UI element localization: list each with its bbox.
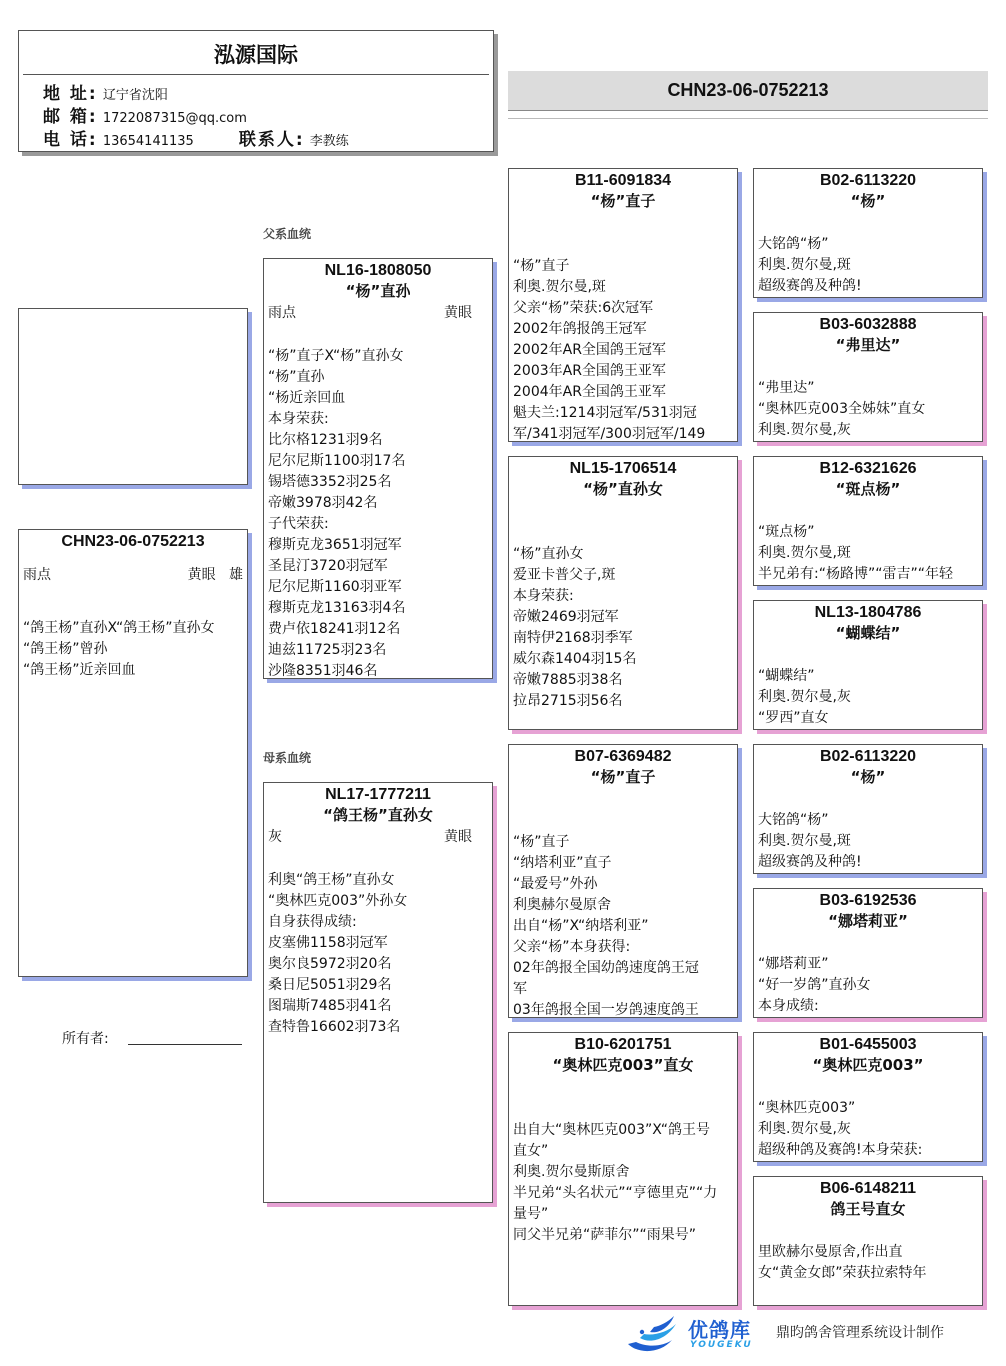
gen4-card xyxy=(753,168,983,298)
gen3-line: 威尔森1404羽15名 xyxy=(513,651,637,667)
grandsire-maternal-card xyxy=(508,744,738,1018)
sire-color: 雨点 xyxy=(268,305,296,321)
banner-underline xyxy=(508,118,988,119)
sire-line: 子代荣获: xyxy=(268,516,329,532)
gen4-line: 女“黄金女郎”荣获拉索特年 xyxy=(758,1265,927,1281)
paternal-label: 父系血统 xyxy=(263,227,312,241)
dam-line: 桑日尼5051羽29名 xyxy=(268,977,392,993)
gen3-line: 父亲“杨”荣获:6次冠军 xyxy=(513,300,654,316)
gen4-ring: B06-6148211 xyxy=(819,1180,917,1197)
subject-sex: 雄 xyxy=(229,567,243,583)
phone-label: 电 话: xyxy=(43,130,98,150)
gen3-notes xyxy=(509,1120,737,1246)
subject-line: “鸽王杨”近亲回血 xyxy=(23,662,136,678)
gen4-line: 半兄弟有:“杨路博”“雷吉”“年轻 xyxy=(758,566,953,582)
gen4-name: “杨” xyxy=(850,768,886,786)
gen4-name: “奥林匹克003” xyxy=(812,1056,924,1074)
sire-line: 尼尔尼斯1100羽17名 xyxy=(268,453,406,469)
gen3-line: 出自“杨”X“纳塔利亚” xyxy=(513,918,649,934)
gen3-line: “杨”直子 xyxy=(513,258,570,274)
gen3-line: “纳塔利亚”直子 xyxy=(513,855,612,871)
sire-eye: 黄眼 xyxy=(444,305,472,321)
subject-color: 雨点 xyxy=(23,567,51,583)
sire-line: 穆斯克龙3651羽冠军 xyxy=(268,537,402,553)
sire-name: “杨”直孙 xyxy=(345,282,411,300)
gen3-line: 02年鸽报全国幼鸽速度鸽王冠 xyxy=(513,960,699,976)
gen4-line: 大铭鸽“杨” xyxy=(758,812,829,828)
gen3-line: 父亲“杨”本身获得: xyxy=(513,939,631,955)
sire-line: 沙隆8351羽46名 xyxy=(268,663,378,679)
gen3-line: 帝嫩2469羽冠军 xyxy=(513,609,619,625)
gen3-line: 本身荣获: xyxy=(513,588,574,604)
gen4-name: “蝴蝶结” xyxy=(835,624,901,642)
gen4-card xyxy=(753,1032,983,1162)
gen4-line: “娜塔莉亚” xyxy=(758,956,829,972)
logo-text-en: YOUGEKU xyxy=(690,1340,753,1350)
gen4-line: 利奥.贺尔曼,斑 xyxy=(758,833,851,849)
address-value: 辽宁省沈阳 xyxy=(102,88,168,103)
gen4-line: 超级赛鸽及种鸽! xyxy=(758,278,862,294)
gen4-name: “斑点杨” xyxy=(835,480,901,498)
gen4-line: “蝴蝶结” xyxy=(758,668,815,684)
dam-line: 皮塞佛1158羽冠军 xyxy=(268,935,388,951)
gen4-name: “弗里达” xyxy=(835,336,901,354)
gen3-ring: B07-6369482 xyxy=(574,748,672,765)
dam-line: 图瑞斯7485羽41名 xyxy=(268,998,392,1014)
subject-line: “鸽王杨”直孙X“鸽王杨”直孙女 xyxy=(23,620,215,636)
owner-label: 所有者: xyxy=(62,1031,109,1047)
sire-line: 比尔格1231羽9名 xyxy=(268,432,383,448)
gen4-line: 利奥.贺尔曼,灰 xyxy=(758,689,851,705)
gen3-line: 量号” xyxy=(513,1206,549,1222)
gen3-line: 军/341羽冠军/300羽冠军/149 xyxy=(513,426,706,442)
gen3-ring: B11-6091834 xyxy=(574,172,672,189)
gen4-card xyxy=(753,600,983,730)
gen4-card xyxy=(753,744,983,874)
sire-line: 本身荣获: xyxy=(268,411,329,427)
gen3-line: “杨”直子 xyxy=(513,834,570,850)
dam-color: 灰 xyxy=(268,829,282,845)
gen3-name: “杨”直子 xyxy=(590,768,656,786)
gen3-name: “奥林匹克003”直女 xyxy=(552,1056,694,1074)
gen3-line: 2002年鸽报鸽王冠军 xyxy=(513,321,647,337)
header-divider xyxy=(23,74,489,75)
gen4-line: “罗西”直女 xyxy=(758,710,829,726)
gen3-ring: NL15-1706514 xyxy=(569,460,677,477)
owner-line xyxy=(62,1028,109,1048)
sire-line: “杨”直孙 xyxy=(268,369,325,385)
gen3-line: 帝嫩7885羽38名 xyxy=(513,672,623,688)
gen3-line: 2002年AR全国鸽王冠军 xyxy=(513,342,666,358)
gen4-ring: B03-6032888 xyxy=(819,316,917,333)
dam-ring: NL17-1777211 xyxy=(325,786,431,803)
subject-card xyxy=(18,529,248,977)
grandsire-paternal-card xyxy=(508,168,738,442)
gen3-line: 利奥.贺尔曼,斑 xyxy=(513,279,606,295)
sire-notes xyxy=(264,346,492,679)
gen4-card xyxy=(753,456,983,586)
gen3-name: “杨”直孙女 xyxy=(583,480,663,498)
gen3-ring: B10-6201751 xyxy=(574,1036,672,1053)
gen4-ring: B03-6192536 xyxy=(819,892,917,909)
subject-notes xyxy=(19,618,247,681)
gen3-name: “杨”直子 xyxy=(590,192,656,210)
gen4-ring: B12-6321626 xyxy=(819,460,917,477)
contact-value: 李教练 xyxy=(309,134,349,149)
gen4-ring: B01-6455003 xyxy=(819,1036,917,1053)
sire-line: 锡塔德3352羽25名 xyxy=(268,474,392,490)
gen4-line: “好一岁鸽”直孙女 xyxy=(758,977,871,993)
gen4-name: “杨” xyxy=(850,192,886,210)
sire-line: 费卢依18241羽12名 xyxy=(268,621,401,637)
gen3-line: 拉昂2715羽56名 xyxy=(513,693,623,709)
gen3-line: 出自大“奥林匹克003”X“鸽王号 xyxy=(513,1122,710,1138)
dam-eye: 黄眼 xyxy=(444,829,472,845)
gen3-line: 爱亚卡普父子,斑 xyxy=(513,567,616,583)
logo-text-cn: 优鸽库 xyxy=(688,1318,751,1342)
gen4-card xyxy=(753,888,983,1018)
footer xyxy=(620,1312,990,1358)
gen4-line: 里欧赫尔曼原舍,作出直 xyxy=(758,1244,903,1260)
gen4-name: “娜塔莉亚” xyxy=(828,912,908,930)
gen4-line: 本身成绩: xyxy=(758,998,819,1014)
gen4-line: 利奥.贺尔曼,斑 xyxy=(758,257,851,273)
sire-line: 尼尔尼斯1160羽亚军 xyxy=(268,579,402,595)
gen3-line: 半兄弟“头名状元”“亨德里克”“力 xyxy=(513,1185,718,1201)
sire-line: 迪兹11725羽23名 xyxy=(268,642,387,658)
dam-line: 利奥“鸽王杨”直孙女 xyxy=(268,872,395,888)
gen3-notes xyxy=(509,256,737,442)
gen4-name: 鸽王号直女 xyxy=(830,1200,906,1218)
gen4-line: 大铭鸽“杨” xyxy=(758,236,829,252)
loft-info-card xyxy=(18,30,494,152)
dam-line: 自身获得成绩: xyxy=(268,914,357,930)
subject-eye: 黄眼 xyxy=(187,567,216,583)
gen4-line: 超级种鸽及赛鸽!本身荣获: xyxy=(758,1142,923,1158)
sire-line: 圣昆汀3720羽冠军 xyxy=(268,558,388,574)
pigeon-photo-frame xyxy=(18,308,248,485)
subject-line: “鸽王杨”曾孙 xyxy=(23,641,108,657)
gen3-line: 魁夫兰:1214羽冠军/531羽冠 xyxy=(513,405,697,421)
owner-blank xyxy=(128,1044,242,1045)
gen3-notes xyxy=(509,832,737,1018)
dam-card xyxy=(263,782,493,1203)
loft-title: 泓源国际 xyxy=(214,43,298,67)
gen3-line: “杨”直孙女 xyxy=(513,546,584,562)
gen4-line: “斑点杨” xyxy=(758,524,815,540)
gen4-line: 利奥.贺尔曼,灰 xyxy=(758,1121,851,1137)
contact-label: 联系人: xyxy=(238,130,305,150)
gen3-line: 2003年AR全国鸽王亚军 xyxy=(513,363,666,379)
gen3-notes xyxy=(509,544,737,712)
gen4-line: “奥林匹克003全姊妹”直女 xyxy=(758,401,926,417)
gen4-line: “奥林匹克003” xyxy=(758,1100,856,1116)
gen4-line: 利奥.贺尔曼,灰 xyxy=(758,422,851,438)
ring-banner xyxy=(508,71,988,111)
yougeku-logo-icon xyxy=(620,1314,684,1356)
gen4-ring: NL13-1804786 xyxy=(814,604,922,621)
gen4-ring: B02-6113220 xyxy=(819,172,917,189)
gen3-line: 03年鸽报全国一岁鸽速度鸽王 xyxy=(513,1002,699,1018)
gen3-line: 利奥赫尔曼原舍 xyxy=(513,897,611,913)
gen3-line: 2004年AR全国鸽王亚军 xyxy=(513,384,666,400)
maternal-label: 母系血统 xyxy=(263,751,312,765)
gen3-line: 军 xyxy=(513,981,527,997)
sire-line: “杨近亲回血 xyxy=(268,390,346,406)
granddam-paternal-card xyxy=(508,456,738,730)
gen4-line: 利奥.贺尔曼,斑 xyxy=(758,545,851,561)
gen4-card xyxy=(753,1176,983,1306)
dam-name: “鸽王杨”直孙女 xyxy=(323,806,433,824)
sire-ring: NL16-1808050 xyxy=(324,262,432,279)
dam-notes xyxy=(264,870,492,1038)
gen3-line: “最爱号”外孙 xyxy=(513,876,598,892)
dam-line: 查特鲁16602羽73名 xyxy=(268,1019,401,1035)
gen4-ring: B02-6113220 xyxy=(819,748,917,765)
dam-line: “奥林匹克003”外孙女 xyxy=(268,893,408,909)
email-value: 1722087315@qq.com xyxy=(102,111,247,126)
sire-line: “杨”直子X“杨”直孙女 xyxy=(268,348,404,364)
sire-card xyxy=(263,258,493,679)
system-credit: 鼎昀鸽舍管理系统设计制作 xyxy=(776,1325,944,1341)
gen4-card xyxy=(753,312,983,442)
gen4-line: “弗里达” xyxy=(758,380,815,396)
dam-line: 奥尔良5972羽20名 xyxy=(268,956,392,972)
main-ring-number: CHN23-06-0752213 xyxy=(667,80,829,100)
gen3-line: 南特伊2168羽季军 xyxy=(513,630,633,646)
sire-line: 穆斯克龙13163羽4名 xyxy=(268,600,406,616)
gen3-line: 直女” xyxy=(513,1143,549,1159)
gen3-line: 利奥.贺尔曼斯原舍 xyxy=(513,1164,630,1180)
sire-line: 帝嫩3978羽42名 xyxy=(268,495,378,511)
granddam-maternal-card xyxy=(508,1032,738,1306)
email-label: 邮 箱: xyxy=(43,107,98,127)
address-label: 地 址: xyxy=(43,84,98,104)
gen4-line: 超级赛鸽及种鸽! xyxy=(758,854,862,870)
subject-ring: CHN23-06-0752213 xyxy=(61,533,205,550)
phone-value: 13654141135 xyxy=(102,134,194,149)
gen3-line: 同父半兄弟“萨菲尔”“雨果号” xyxy=(513,1227,697,1243)
